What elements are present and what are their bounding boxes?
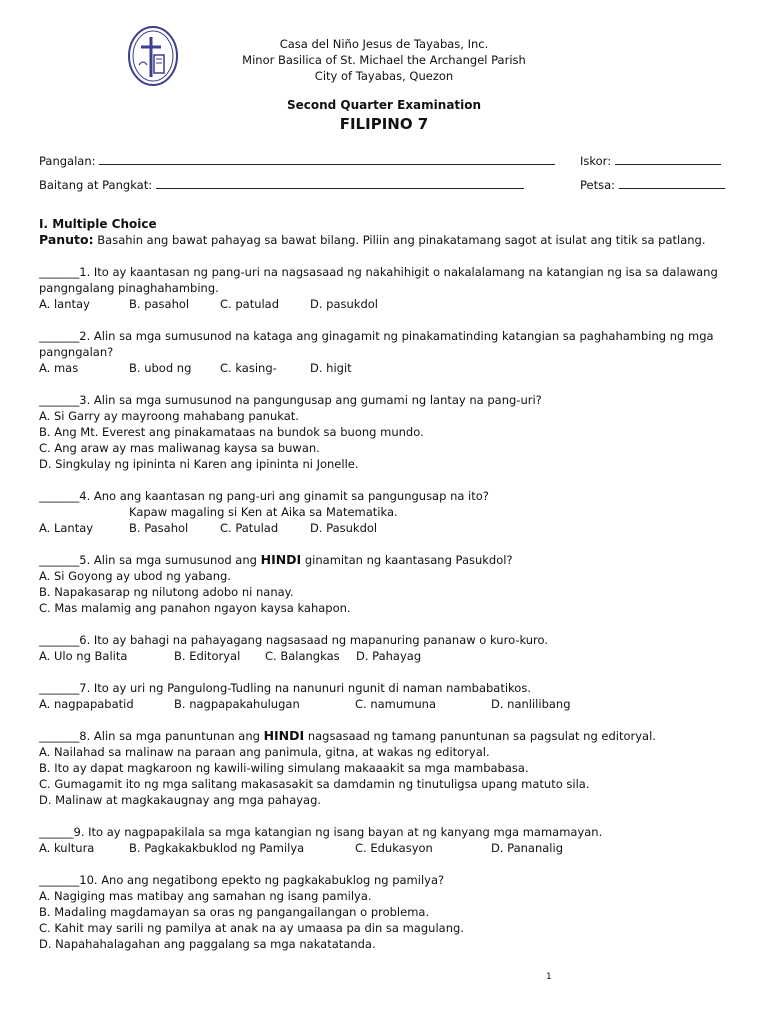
answer-blank[interactable]: _______ [39,681,80,695]
option: D. higit [310,361,352,375]
option: C. Kahit may sarili ng pamilya at anak na ay umaasa pa din sa magulang. [39,921,464,935]
school-header [0,36,768,84]
question-4 [39,488,739,536]
option: D. Napahahalagahan ang paggalang sa mga nakatatanda. [39,937,376,951]
name-blank[interactable] [99,153,555,165]
option: D. Pananalig [491,841,563,855]
score-blank[interactable] [615,153,721,165]
option: B. Pasahol [129,521,189,535]
directions [39,232,739,248]
question-text: 5. Alin sa mga sumusunod ang [79,553,261,567]
name-label: Pangalan: [39,154,96,168]
option: C. patulad [220,297,280,311]
option: A. Si Garry ay mayroong mahabang panukat. [39,409,299,423]
directions-label: Panuto: [39,232,94,247]
question-5 [39,552,739,616]
options-row [39,520,739,536]
question-text: 2. Alin sa mga sumusunod na kataga ang ginagamit ng pinakamatinding katangian sa paghahambing ng mga pangngalan? [39,329,714,359]
answer-blank[interactable]: _______ [39,329,80,343]
option: B. ubod ng [129,361,192,375]
option: A. Nagiging mas matibay ang samahan ng isang pamilya. [39,889,372,903]
option: C. Mas malamig ang panahon ngayon kaysa kahapon. [39,601,351,615]
date-blank[interactable] [619,177,725,189]
question-text: 3. Alin sa mga sumusunod na pangungusap ang gumami ng lantay na pang-uri? [79,393,542,407]
option: A. Nailahad sa malinaw na paraan ang panimula, gitna, at wakas ng editoryal. [39,745,490,759]
option: B. Madaling magdamayan sa oras ng pangangailangan o problema. [39,905,430,919]
example-sentence: Kapaw magaling si Ken at Aika sa Matematika. [129,505,398,519]
grade-section-label: Baitang at Pangkat: [39,178,153,192]
question-text: 1. Ito ay kaantasan ng pang-uri na nagsasaad ng nakahihigit o nakalalamang na katangian ng isa sa dalawang pangngalang pinaghahambing. [39,265,718,295]
option: A. kultura [39,841,95,855]
answer-blank[interactable]: _______ [39,873,80,887]
question-2 [39,328,739,376]
question-text: 9. Ito ay nagpapakilala sa mga katangian ng isang bayan at ng kanyang mga mamamayan. [73,825,603,839]
grade-section-blank[interactable] [156,177,524,189]
options-row [39,296,739,312]
option: C. kasing- [220,361,277,375]
option: A. mas [39,361,79,375]
answer-blank[interactable]: _______ [39,633,80,647]
option: B. nagpapakahulugan [174,697,300,711]
city-name: City of Tayabas, Quezon [314,69,454,83]
option: A. Lantay [39,521,94,535]
option: D. Singkulay ng ipininta ni Karen ang ipininta ni Jonelle. [39,457,359,471]
question-9 [39,824,739,856]
option: D. Pahayag [356,649,422,663]
options-row [39,360,739,376]
option: D. Malinaw at magkakaugnay ang mga pahayag. [39,793,322,807]
section-title: I. Multiple Choice [39,217,157,231]
question-text: 10. Ano ang negatibong epekto ng pagkakabuklog ng pamilya? [79,873,445,887]
option: B. Editoryal [174,649,241,663]
option: A. nagpapabatid [39,697,134,711]
option: A. Ulo ng Balita [39,649,128,663]
page-number: 1 [546,972,552,982]
question-8 [39,728,739,808]
option: B. Napakasarap ng nilutong adobo ni nanay. [39,585,294,599]
parish-name: Minor Basilica of St. Michael the Archangel Parish [242,53,526,67]
grade-section-field [39,177,524,192]
option: D. nanlilibang [491,697,571,711]
option: C. Balangkas [265,649,340,663]
school-name: Casa del Niño Jesus de Tayabas, Inc. [279,37,489,51]
question-1 [39,264,739,312]
exam-content [39,216,739,952]
options-row [39,696,739,712]
question-10 [39,872,739,952]
emphasis-hindi: HINDI [260,552,302,567]
question-text: 7. Ito ay uri ng Pangulong-Tudling na nanunuri ngunit di naman nambabatikos. [79,681,531,695]
question-text: 4. Ano ang kaantasan ng pang-uri ang ginamit sa pangungusap na ito? [79,489,489,503]
question-3 [39,392,739,472]
name-field [39,153,555,168]
option: B. Ito ay dapat magkaroon ng kawili-wiling simulang makaaakit sa mga mambabasa. [39,761,529,775]
question-7 [39,680,739,712]
question-text: 6. Ito ay bahagi na pahayagang nagsasaad ng mapanuring pananaw o kuro-kuro. [79,633,549,647]
answer-blank[interactable]: _______ [39,489,80,503]
date-label: Petsa: [580,178,616,192]
option: C. Edukasyon [355,841,433,855]
option: B. Pagkakakbuklod ng Pamilya [129,841,305,855]
question-text-end: nagsasaad ng tamang panuntunan sa pagsulat ng editoryal. [304,729,656,743]
answer-blank[interactable]: _______ [39,553,80,567]
question-text-end: ginamitan ng kaantasang Pasukdol? [301,553,513,567]
date-field [580,177,725,192]
option: C. namumuna [355,697,436,711]
exam-title: Second Quarter Examination [286,98,482,112]
option: B. pasahol [129,297,190,311]
question-text: 8. Alin sa mga panuntunan ang [79,729,264,743]
subject-title: FILIPINO 7 [339,115,429,133]
option: D. pasukdol [310,297,378,311]
option: C. Patulad [220,521,279,535]
option: D. Pasukdol [310,521,378,535]
option: C. Ang araw ay mas maliwanag kaysa sa buwan. [39,441,320,455]
answer-blank[interactable]: ______ [39,825,74,839]
answer-blank[interactable]: _______ [39,729,80,743]
answer-blank[interactable]: _______ [39,265,80,279]
question-6 [39,632,739,664]
answer-blank[interactable]: _______ [39,393,80,407]
directions-text: Basahin ang bawat pahayag sa bawat bilang. Piliin ang pinakatamang sagot at isulat ang titik sa patlang. [97,233,706,247]
options-row [39,648,739,664]
option: C. Gumagamit ito ng mga salitang makasasakit sa damdamin ng tinutuligsa upang matuto sila. [39,777,590,791]
emphasis-hindi: HINDI [263,728,305,743]
score-field [580,153,721,168]
option: A. Si Goyong ay ubod ng yabang. [39,569,231,583]
score-label: Iskor: [580,154,612,168]
options-row [39,840,739,856]
option: B. Ang Mt. Everest ang pinakamataas na bundok sa buong mundo. [39,425,424,439]
option: A. lantay [39,297,90,311]
